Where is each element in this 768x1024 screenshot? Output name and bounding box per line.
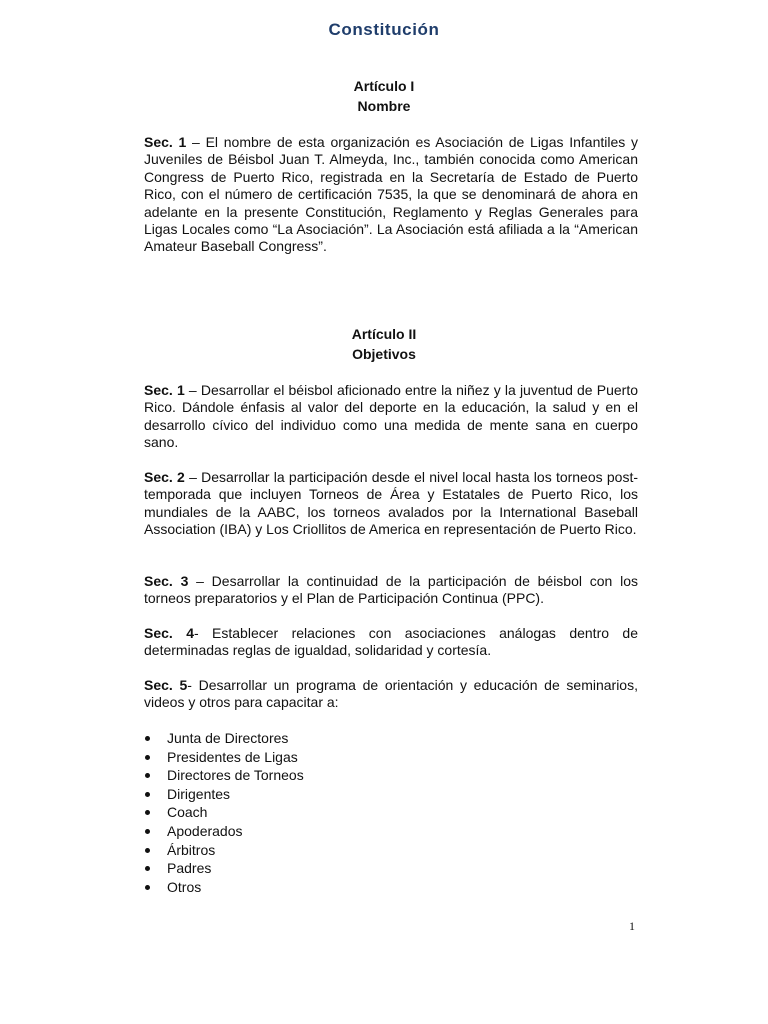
list-item-text: Otros (167, 878, 202, 895)
list-item-text: Coach (167, 804, 208, 821)
list-item-text: Presidentes de Ligas (167, 748, 298, 765)
list-item (144, 859, 304, 878)
audience-list (144, 729, 304, 896)
list-item (144, 878, 304, 897)
section-label: Sec. 4 (144, 625, 194, 641)
article-2-section-3 (144, 573, 638, 608)
article-2-section-2 (144, 469, 638, 539)
section-text: – Desarrollar el béisbol aficionado entre la niñez y la juventud de Puerto Rico. Dándole énfasis al valor del deporte en la educación, la salud y en el desarrollo cívico del individuo como una medida de mente sana en cuerpo sano. (144, 382, 638, 451)
bullet-icon (145, 736, 150, 741)
article-2-title: Objetivos (352, 346, 416, 362)
article-2-section-4 (144, 625, 638, 660)
list-item-text: Dirigentes (167, 785, 231, 802)
list-item (144, 841, 304, 860)
article-1-number: Artículo I (353, 78, 415, 94)
article-2-section-5 (144, 677, 638, 712)
section-label: Sec. 3 (144, 573, 189, 589)
section-text: - Establecer relaciones con asociaciones análogas dentro de determinadas reglas de igualdad, solidaridad y cortesía. (144, 625, 638, 659)
article-2-section-1 (144, 382, 638, 452)
list-item-text: Padres (167, 860, 212, 877)
document-title: Constitución (328, 20, 440, 39)
section-text: - Desarrollar un programa de orientación y educación de seminarios, videos y otros para capacitar a: (144, 677, 638, 711)
bullet-icon (145, 755, 150, 760)
list-item (144, 822, 304, 841)
list-item (144, 785, 304, 804)
page-number: 1 (629, 919, 635, 933)
bullet-icon (145, 866, 150, 871)
section-label: Sec. 2 (144, 469, 185, 485)
section-label: Sec. 5 (144, 677, 188, 693)
list-item (144, 766, 304, 785)
article-2-number: Artículo II (351, 326, 417, 342)
section-label: Sec. 1 (144, 382, 185, 398)
section-label: Sec. 1 (144, 134, 187, 150)
bullet-icon (145, 829, 150, 834)
list-item-text: Directores de Torneos (167, 767, 304, 784)
bullet-icon (145, 792, 150, 797)
section-text: – El nombre de esta organización es Asociación de Ligas Infantiles y Juveniles de Béisbol Juan T. Almeyda, Inc., también conocida como American Congress de Puerto Rico, registrada en la Secretaría de Estado de Puerto Rico, con el número de certificación 7535, la que se denominará de ahora en adelante en la presente Constitución, Reglamento y Reglas Generales para Ligas Locales como “La Asociación”. La Asociación está afiliada a la “American Amateur Baseball Congress”. (144, 134, 639, 255)
article-1-title: Nombre (357, 98, 411, 114)
bullet-icon (145, 885, 150, 890)
article-1-section-1 (144, 134, 638, 256)
list-item (144, 748, 304, 767)
bullet-icon (145, 773, 150, 778)
list-item-text: Árbitros (167, 841, 216, 858)
list-item-text: Junta de Directores (167, 730, 289, 746)
bullet-icon (145, 810, 150, 815)
section-text: – Desarrollar la continuidad de la participación de béisbol con los torneos preparatorios y el Plan de Participación Continua (PPC). (144, 573, 638, 607)
list-item (144, 729, 304, 748)
section-text: – Desarrollar la participación desde el nivel local hasta los torneos post-temporada que incluyen Torneos de Área y Estatales de Puerto Rico, los mundiales de la AABC, los torneos avalados por la International Baseball Association (IBA) y Los Criollitos de America en representación de Puerto Rico. (144, 469, 638, 538)
list-item (144, 803, 304, 822)
list-item-text: Apoderados (167, 822, 243, 839)
bullet-icon (145, 848, 150, 853)
